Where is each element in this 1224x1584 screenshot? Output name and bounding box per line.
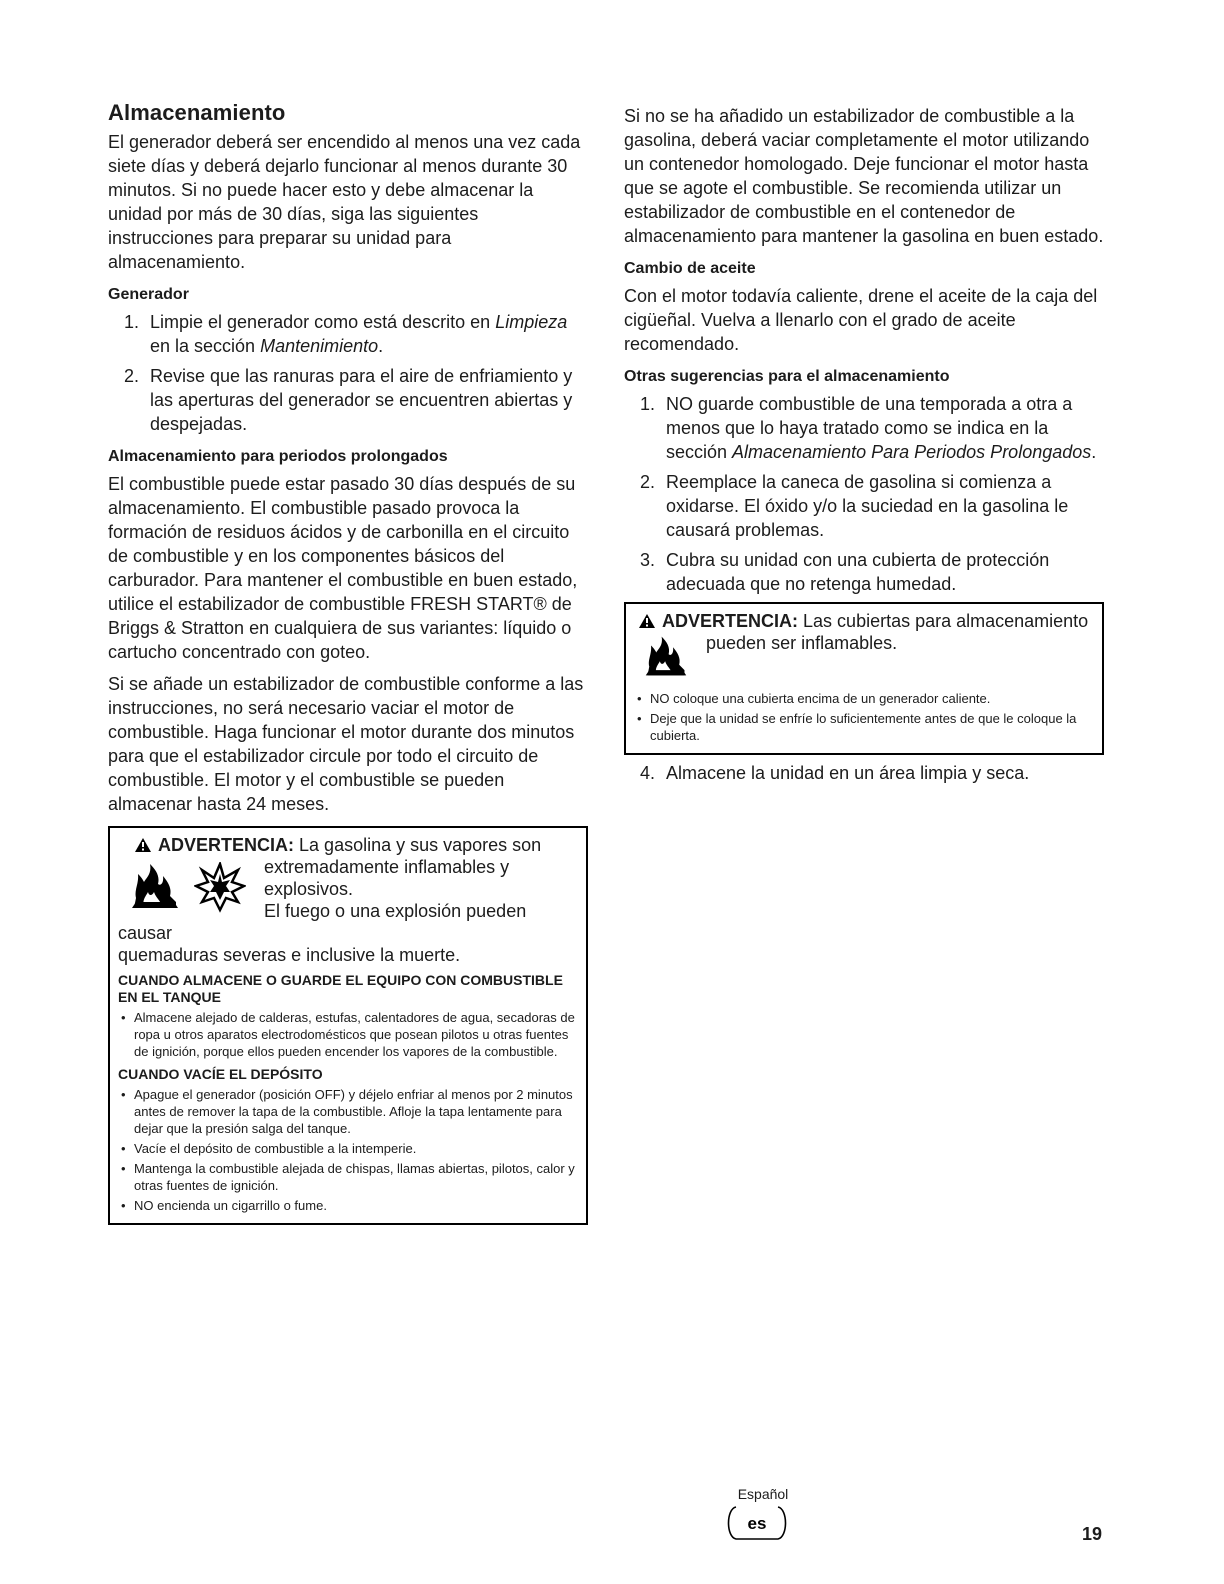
tips-list (624, 392, 1104, 596)
fuel-warning-box: ADVERTENCIA: La gasolina y sus vapores son extremadamente inflamables y explosivos. El fuego o una explosión pueden causar quemaduras severas e inclusive la muerte. CUANDO ALMACENE O GUARDE EL EQUIPO CON COMBUSTIBLE EN EL TANQUE • Almacene alejado de calderas, estufas, calentadores de agua, secadoras de ropa u otros aparatos electrodomésticos que posean pilotos u otras fuentes de ignición, porque ellos pueden encender los vapores de la combustible. CUANDO VACÍE EL DEPÓSITO • Apague el generador (posición OFF) y déjelo enfriar al menos por 2 minutos antes de remover la tapa de la combustible. Afloje la tapa lentamente para dejar que la presión salga del tanque. • Vacíe el depósito de combustible a la intemperie. • Mantenga la combustible alejada de chispas, llamas abiertas, pilotos, calor y otras fuentes de ignición. • NO encienda un cigarrillo o fume. (108, 826, 588, 1225)
tips-list-continued (624, 761, 1104, 785)
left-column (108, 100, 588, 1231)
fire-hazard-icon (130, 862, 180, 910)
list-item: 4. Almacene la unidad en un área limpia y seca. (640, 763, 1030, 783)
list-item: • Deje que la unidad se enfríe lo suficientemente antes de que le coloque la cubierta. (634, 710, 1094, 744)
oil-paragraph: Con el motor todavía caliente, drene el aceite de la caja del cigüeñal. Vuelva a llenarlo con el grado de aceite recomendado. (624, 286, 1098, 354)
list-item: 3. Cubra su unidad con una cubierta de protección adecuada que no retenga humedad. (640, 550, 1050, 594)
language-badge (722, 1505, 792, 1541)
list-item: • Vacíe el depósito de combustible a la intemperie. (118, 1140, 578, 1157)
generador-list (108, 310, 588, 436)
tips-heading: Otras sugerencias para el almacenamiento (624, 368, 950, 385)
cover-warning-box: ADVERTENCIA: Las cubiertas para almacenamiento pueden ser inflamables. • NO coloque una cubierta encima de un generador caliente. • Deje que la unidad se enfríe lo suficientemente antes de que le coloque la cubierta. (624, 602, 1104, 755)
warning-triangle-icon (638, 613, 656, 629)
language-code: es (747, 1514, 767, 1533)
list-item: • Apague el generador (posición OFF) y déjelo enfriar al menos por 2 minutos antes de remover la tapa de la combustible. Afloje la tapa lentamente para dejar que la presión salga del tanque. (118, 1086, 578, 1137)
list-item: 1. Limpie el generador como está descrito en Limpieza en la sección Mantenimiento. (124, 312, 568, 356)
language-label: Español (737, 1486, 789, 1502)
list-item: 2. Revise que las ranuras para el aire de enfriamiento y las aperturas del generador se encuentren abiertas y despejadas. (124, 366, 573, 434)
warning-list (118, 1009, 578, 1060)
list-item: • Almacene alejado de calderas, estufas, calentadores de agua, secadoras de ropa u otros aparatos electrodomésticos que posean pilotos u otras fuentes de ignición, porque ellos pueden encender los vapores de la combustible. (118, 1009, 578, 1060)
explosion-hazard-icon (194, 862, 246, 914)
warning-subheading: CUANDO ALMACENE O GUARDE EL EQUIPO CON COMBUSTIBLE EN EL TANQUE (118, 972, 563, 1005)
intro-paragraph: El generador deberá ser encendido al menos una vez cada siete días y deberá dejarlo funcionar al menos durante 30 minutos. Si no puede hacer esto y debe almacenar la unidad por más de 30 días, siga las siguientes instrucciones para preparar su unidad para almacenamiento. (108, 132, 581, 272)
list-item: • NO coloque una cubierta encima de un generador caliente. (634, 690, 1094, 707)
fire-hazard-icon (644, 634, 688, 678)
section-title: Almacenamiento (108, 100, 286, 125)
page-number: 19 (1082, 1524, 1103, 1544)
list-item: • NO encienda un cigarrillo o fume. (118, 1197, 578, 1214)
generador-heading: Generador (108, 286, 189, 303)
list-item: 2. Reemplace la caneca de gasolina si comienza a oxidarse. El óxido y/o la suciedad en la gasolina le causará problemas. (640, 472, 1069, 540)
prolonged-paragraph-2: Si se añade un estabilizador de combustible conforme a las instrucciones, no será necesario vaciar el motor de combustible. Haga funcionar el motor durante dos minutos para que el estabilizador circule por todo el circuito de combustible. El motor y el combustible se pueden almacenar hasta 24 meses. (108, 674, 584, 814)
list-item: 1. NO guarde combustible de una temporada a otra a menos que lo haya tratado como se indica en la sección Almacenamiento Para Periodos Prolongados. (640, 394, 1097, 462)
warning-triangle-icon (134, 837, 152, 853)
warning-subheading: CUANDO VACÍE EL DEPÓSITO (118, 1066, 323, 1082)
prolonged-heading: Almacenamiento para periodos prolongados (108, 448, 448, 465)
prolonged-paragraph-1: El combustible puede estar pasado 30 días después de su almacenamiento. El combustible pasado provoca la formación de residuos ácidos y de carbonilla en el circuito de combustible y en los componentes básicos del carburador. Para mantener el combustible en buen estado, utilice el estabilizador de combustible FRESH START® de Briggs & Stratton en cualquiera de sus variantes: líquido o cartucho concentrado con goteo. (108, 474, 578, 662)
right-column (624, 104, 1104, 791)
list-item: • Mantenga la combustible alejada de chispas, llamas abiertas, pilotos, calor y otras fuentes de ignición. (118, 1160, 578, 1194)
oil-heading: Cambio de aceite (624, 260, 756, 277)
warning-list (634, 690, 1094, 744)
warning-list (118, 1086, 578, 1214)
drain-paragraph: Si no se ha añadido un estabilizador de combustible a la gasolina, deberá vaciar completamente el motor utilizando un contenedor homologado. Deje funcionar el motor hasta que se agote el combustible. Se recomienda utilizar un estabilizador de combustible en el contenedor de almacenamiento para mantener la gasolina en buen estado. (624, 106, 1104, 246)
